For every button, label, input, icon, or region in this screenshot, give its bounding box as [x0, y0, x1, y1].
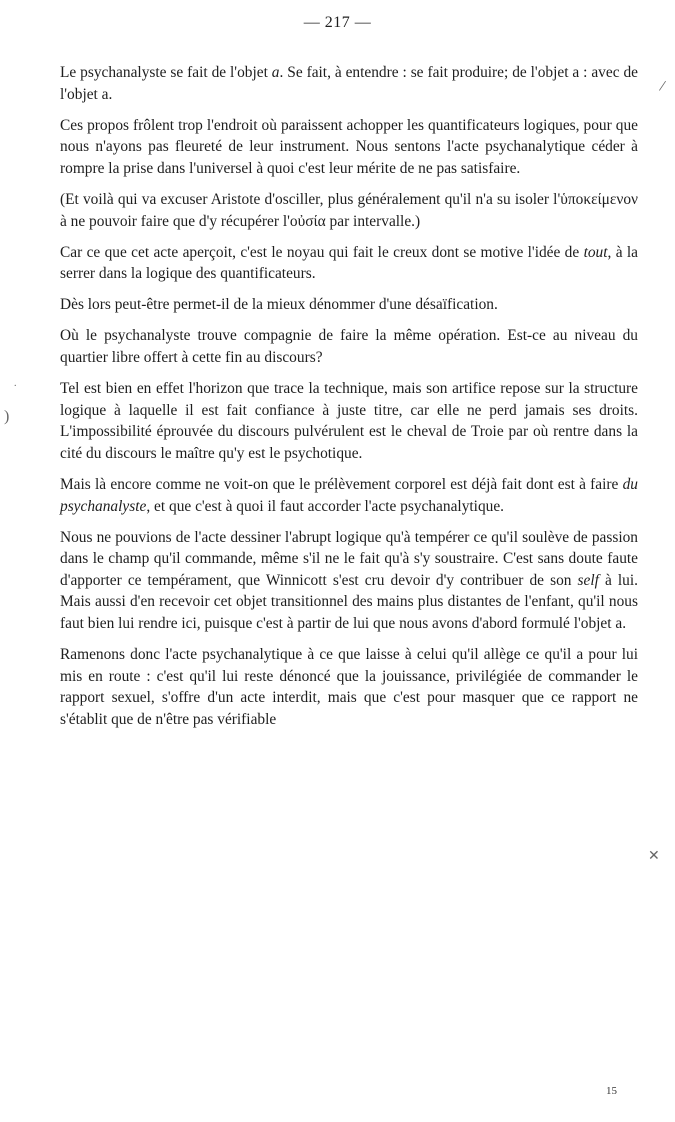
paragraph-2-text: Ces propos frôlent trop l'endroit où paraissent achopper les quantificateurs logiques, pour que nous n'ayons pas fleureté de leur instrument. Nous sentons l'acte psychanalytique céder à rompre la prise dans l'universel à quoi c'est leur mérite de ne pas satisfaire.: [60, 116, 638, 177]
margin-pencil-mark: /: [658, 77, 667, 96]
paragraph-1: [60, 62, 638, 105]
paragraph-8-tail: , et que c'est à quoi il faut accorder l'acte psychanalytique.: [146, 497, 505, 515]
paragraph-7: [60, 378, 638, 464]
paragraph-9-tail: à lui. Mais aussi d'en recevoir cet objet transitionnel des mains plus distantes de l'enfant, qu'il nous faut bien lui rendre ici, puisque c'est à partir de lui que nous avons d'abord formulé l'objet a.: [60, 571, 639, 633]
paragraph-4-tail: , à la serrer dans la logique des quantificateurs.: [60, 243, 639, 283]
paragraph-4-text: Car ce que cet acte aperçoit, c'est le noyau qui fait le creux dont se motive l'idée de: [60, 243, 584, 261]
paragraph-1-text: Le psychanalyste se fait de l'objet: [60, 64, 272, 81]
paragraph-8: [60, 474, 638, 517]
paragraph-8-text: Mais là encore comme ne voit-on que le prélèvement corporel est déjà fait dont est à faire: [60, 476, 623, 493]
paragraph-7-text: Tel est bien en effet l'horizon que trace la technique, mais son artifice repose sur la structure logique à laquelle il est fait confiance à juste titre, car elle ne perd jamais ses droits. L'impossibilité éprouvée du discours pulvérulent est le cheval de Troie par où rentre dans la cité du discours le maître qu'y est le psychotique.: [60, 380, 638, 462]
body-text: [60, 62, 638, 740]
paragraph-1-emphasis: a: [271, 64, 280, 81]
margin-pencil-mark: .: [14, 378, 17, 389]
paragraph-4: [60, 242, 638, 285]
paragraph-1-tail: . Se fait, à entendre : se fait produire; de l'objet a : avec de l'objet a.: [60, 64, 638, 103]
paragraph-9-text: Nous ne pouvions de l'acte dessiner l'abrupt logique qu'à tempérer ce qu'il soulève de passion dans le champ qu'il commande, même s'il ne le fait qu'à s'y soustraire. C'est sans doute faute d'apporter ce tempérament, que Winnicott s'est cru devoir d'y contribuer de son: [60, 528, 638, 589]
margin-cross-mark: ✕: [648, 849, 660, 864]
page-number: — 217 —: [303, 14, 372, 31]
paragraph-6-text: Où le psychanalyste trouve compagnie de faire la même opération. Est-ce au niveau du quartier libre offert à cette fin au discours?: [60, 327, 638, 367]
paragraph-6: [60, 325, 638, 368]
paragraph-8-emphasis: du psychanalyste: [60, 476, 638, 515]
paragraph-9-emphasis: self: [577, 571, 599, 589]
signature-mark: 15: [606, 1085, 617, 1097]
paragraph-3: [60, 189, 638, 232]
margin-pencil-mark: ): [4, 408, 10, 425]
paragraph-10: [60, 644, 638, 730]
paragraph-3-text: (Et voilà qui va excuser Aristote d'osciller, plus généralement qu'il n'a su isoler l'ὑποκείμενον à ne pouvoir faire que d'y récupérer l'οὐσία par intervalle.): [60, 190, 638, 230]
paragraph-2: [60, 115, 638, 180]
paragraph-5-text: Dès lors peut-être permet-il de la mieux dénommer d'une désaïfication.: [60, 296, 498, 314]
paragraph-10-text: Ramenons donc l'acte psychanalytique à ce que laisse à celui qu'il allège ce qu'il a pour lui mis en route : c'est qu'il lui reste dénoncé que la jouissance, privilégiée de commander le rapport sexuel, s'offre d'un acte interdit, mais que c'est pour masquer que ce rapport ne s'établit que de n'être pas vérifiable: [60, 646, 638, 728]
paragraph-5: [60, 294, 638, 316]
paragraph-9: [60, 527, 638, 635]
paragraph-4-emphasis: tout: [583, 243, 608, 261]
